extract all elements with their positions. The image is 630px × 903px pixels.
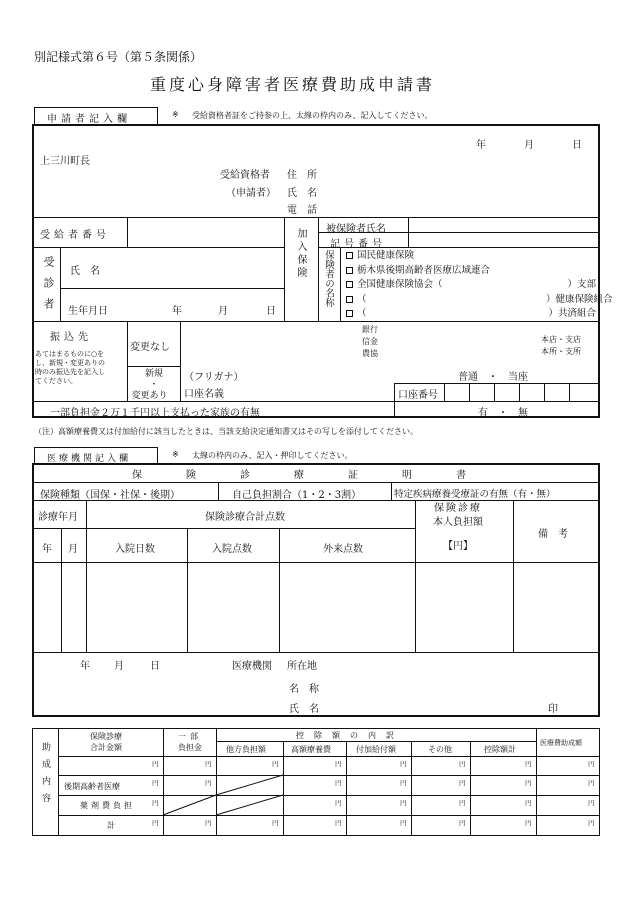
option-no-change[interactable]: 変更なし [130,342,170,353]
inpatient-days-label: 入院日数 [115,544,155,555]
applicant-note: 受給資格者証をご持参の上、太線の枠内のみ、記入してください。 [192,111,433,120]
slash-drug-other [216,795,283,815]
yen-unit: 円 [152,760,159,768]
outpatient-points-label: 外来点数 [323,544,363,555]
row-label-drug: 薬剤費負担 [80,801,135,810]
yen-unit: 円 [400,819,407,827]
yen-unit: 円 [335,779,342,787]
yen-unit: 円 [272,760,279,768]
yen-unit: 円 [152,779,159,787]
specific-disease-field[interactable]: 特定疾病療養受療証の有無（有・無） [394,489,556,500]
col-other-burden: 他方負担額 [226,745,266,754]
family-burden-options[interactable]: 有 ・ 無 [478,408,528,419]
birth-day[interactable]: 日 [266,306,276,317]
col-subsidy-amount: 医療費助成額 [540,739,582,747]
doctor-name-label: 氏 名 [289,704,319,715]
slash-kouki-other [216,775,283,795]
subsidy-side-label: 助成内容 [40,742,50,810]
insured-name-label: 被保険者氏名 [326,224,386,235]
yen-unit: 円 [588,799,595,807]
transfer-label: 振込先 [50,332,92,343]
birthdate-label: 生年月日 [68,306,108,317]
medical-note: 太線の枠内のみ、記入・押印してください。 [192,451,353,460]
sign-year[interactable]: 年 [80,661,90,672]
yen-unit: 円 [205,819,212,827]
remarks-label: 備 考 [538,529,568,540]
sign-month[interactable]: 月 [114,661,124,672]
option-new-change[interactable]: 新規 ・ 変更あり [131,369,168,401]
yen-unit: 円 [335,819,342,827]
month-col-label: 月 [68,544,78,555]
location-label: 所在地 [287,661,317,672]
address-label: 住 所 [287,170,317,181]
yen-unit: 円 [152,819,159,827]
sign-day[interactable]: 日 [150,661,160,672]
yen-unit: 円 [525,779,532,787]
insurer-option-kyosai[interactable]: （ [346,307,490,322]
family-burden-label: 一部負担金２万１千円以上支払った家族の有無 [50,408,260,419]
total-points-label: 保険診療合計点数 [205,512,285,523]
insurer-option-kouki[interactable]: 栃木県後期高齢者医療広域連合 [346,264,490,279]
yen-unit: 円 [459,760,466,768]
yen-unit: 円 [335,760,342,768]
birth-month[interactable]: 月 [218,306,228,317]
insurer-option-kyokai[interactable]: 全国健康保険協会（ [346,278,490,293]
yen-unit: 円 [400,779,407,787]
account-type-options[interactable]: 普通 ・ 当座 [458,372,528,383]
applicant-note-mark: ※ [172,110,179,119]
name-label: 氏 名 [287,188,317,199]
slash-drug-copay [163,795,216,815]
yen-unit: 円 [459,779,466,787]
date-year[interactable]: 年 [476,140,486,151]
yen-unit: 円 [272,819,279,827]
qualified-person-label: 受給資格者 [220,170,270,181]
institution-name-label: 名 称 [289,684,319,695]
insurance-type-label: 加入保険 [295,228,306,280]
yen-unit: 円 [525,819,532,827]
yen-unit: 円 [525,799,532,807]
patient-name-label: 氏 名 [70,266,100,277]
yen-unit: 円 [588,779,595,787]
form-title: 重度心身障害者医療費助成申請書 [150,75,436,94]
visit-month-label: 診療年月 [38,512,78,523]
insurer-name-label: 保険者の名称 [323,250,334,307]
yen-unit: 円 [400,799,407,807]
yen-unit: 円 [400,760,407,768]
insurer-option-kenpo[interactable]: （ [346,293,490,308]
yen-unit: 円 [152,799,159,807]
seal-label: 印 [548,704,558,715]
yen-unit: 円 [205,779,212,787]
patient-burden-label: 保険診療 本人負担額 【円】 [433,503,483,552]
insurer-option-kokuho[interactable]: 国民健康保険 [346,249,490,264]
col-other: その他 [428,745,452,754]
yen-unit: 円 [335,799,342,807]
birth-year[interactable]: 年 [172,306,182,317]
yen-unit: 円 [459,799,466,807]
recipient-number-label: 受給者番号 [40,230,110,241]
high-cost-note: （注）高額療養費又は付加給付に該当したときは、当該支給決定通知書又はその写しを添付してください。 [34,427,418,436]
yen-unit: 円 [525,760,532,768]
symbol-number-label: 記号番号 [330,239,386,250]
col-copay: 一部 負担金 [178,732,202,752]
institution-label: 医療機関 [232,661,272,672]
bank-type-options[interactable]: 銀行 信金 農協 [362,325,378,358]
yen-unit: 円 [588,760,595,768]
patient-label: 受診者 [42,256,55,319]
inpatient-points-label: 入院点数 [212,544,252,555]
form-reference: 別記様式第６号（第５条関係） [34,50,203,64]
phone-label: 電 話 [287,205,317,216]
account-number-label: 口座番号 [398,390,438,401]
yen-unit: 円 [205,760,212,768]
transfer-instruction: あてはまるものに○を し、新規・変更ありの 時のみ振込先を記入し てください。 [35,350,105,385]
yen-unit: 円 [588,819,595,827]
insurer-suffixes: ）支部 ）健康保険組合 ）共済組合 [546,279,613,320]
copay-rate-field[interactable]: 自己負担割合（1・2・3割） [232,490,362,501]
col-deduction-total: 控除額計 [484,745,516,754]
branch-type-options[interactable]: 本店・支店 本所・支所 [541,335,581,356]
medical-section-label: 医療機関記入欄 [47,454,132,464]
row-label-total: 計 [107,821,115,830]
col-additional: 付加給付額 [356,745,396,754]
year-col-label: 年 [42,544,52,555]
medical-note-mark: ※ [172,450,179,459]
yen-unit: 円 [459,819,466,827]
account-name-label: 口座名義 [184,389,224,400]
addressee: 上三川町長 [40,156,90,167]
furigana-label: （フリガナ） [184,372,244,383]
col-high-cost: 高額療養費 [291,745,331,754]
applicant-paren-label: （申請者） [226,188,276,199]
col-insured-total: 保険診療 合計金額 [90,732,122,752]
row-label-kouki: 後期高齢者医療 [64,782,120,791]
date-day[interactable]: 日 [572,140,582,151]
date-month[interactable]: 月 [524,140,534,151]
insurance-type-field[interactable]: 保険種類（国保・社保・後期） [40,490,180,501]
applicant-section-label: 申請者記入欄 [47,114,131,125]
certificate-title: 保険診療証明書 [132,470,510,481]
deduction-header: 控除額の内訳 [296,731,404,740]
